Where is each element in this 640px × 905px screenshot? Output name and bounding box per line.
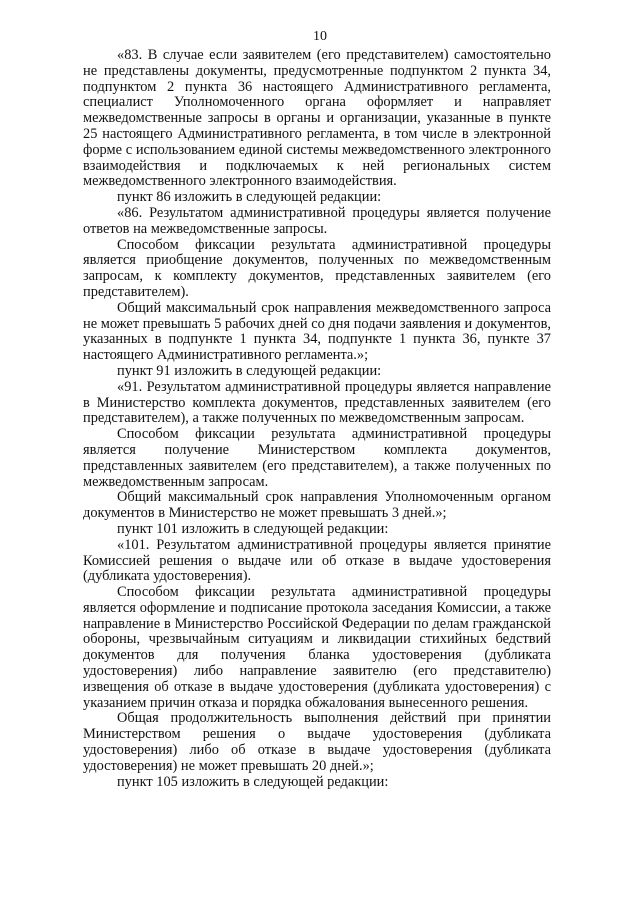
paragraph-101-fixation: Способом фиксации результата административной процедуры является оформление и подписание протокола заседания Комиссии, а также направление в Министерство Российской Федерации по делам гражданской обороны, чрезвычайным ситуациям и ликвидации стихийных бедствий документов для получения бланка удостоверения (дубликата удостоверения) либо направление заявителю (его представителю) извещения об отказе в выдаче удостоверения (дубликата удостоверения) с указанием причин отказа и порядка обжалования вынесенного решения. bbox=[83, 584, 551, 711]
paragraph-101-result: «101. Результатом административной процедуры является принятие Комиссией решения о выдаче или об отказе в выдаче удостоверения (дубликата удостоверения). bbox=[83, 536, 551, 585]
instruction-101: пункт 101 изложить в следующей редакции: bbox=[117, 520, 389, 537]
paragraph-86-fixation: Способом фиксации результата административной процедуры является приобщение документов, полученных по межведомственным запросам, к комплекту документов, представленных заявителем (его представителем). bbox=[83, 236, 551, 300]
paragraph-91-result: «91. Результатом административной процедуры является направление в Министерство комплекта документов, представленных заявителем (его представителем), а также полученных по межведомственным запросам. bbox=[83, 378, 551, 427]
document-body bbox=[83, 48, 551, 790]
page-number: 10 bbox=[313, 29, 327, 44]
paragraph-86-result: «86. Результатом административной процедуры является получение ответов на межведомственные запросы. bbox=[83, 204, 551, 237]
paragraph-91-fixation: Способом фиксации результата административной процедуры является получение Министерством комплекта документов, представленных заявителем (его представителем), а также полученных по межведомственным запросам. bbox=[83, 426, 551, 490]
instruction-91: пункт 91 изложить в следующей редакции: bbox=[117, 362, 382, 379]
instruction-105: пункт 105 изложить в следующей редакции: bbox=[117, 773, 389, 790]
paragraph-91-term: Общий максимальный срок направления Уполномоченным органом документов в Министерство не может превышать 3 дней.»; bbox=[83, 489, 551, 522]
paragraph-86-term: Общий максимальный срок направления межведомственного запроса не может превышать 5 рабочих дней со дня подачи заявления и документов, указанных в подпункте 1 пункта 34, подпункте 1 пункта 36, пункте 37 настоящего Административного регламента.»; bbox=[83, 299, 551, 364]
instruction-86: пункт 86 изложить в следующей редакции: bbox=[117, 189, 382, 206]
paragraph-101-term: Общая продолжительность выполнения действий при принятии Министерством решения о выдаче удостоверения (дубликата удостоверения) либо об отказе в выдаче удостоверения (дубликата удостоверения) не может превышать 20 дней.»; bbox=[83, 710, 551, 774]
paragraph-83: «83. В случае если заявителем (его представителем) самостоятельно не представлены документы, предусмотренные подпунктом 2 пункта 34, подпунктом 2 пункта 36 настоящего Административного регламента, специалист Уполномоченного органа оформляет и направляет межведомственные запросы в органы и организации, указанные в пункте 25 настоящего Административного регламента, в том числе в электронной форме с использованием единой системы межведомственного электронного взаимодействия и подключаемых к ней региональных систем межведомственного электронного взаимодействия. bbox=[83, 47, 551, 190]
